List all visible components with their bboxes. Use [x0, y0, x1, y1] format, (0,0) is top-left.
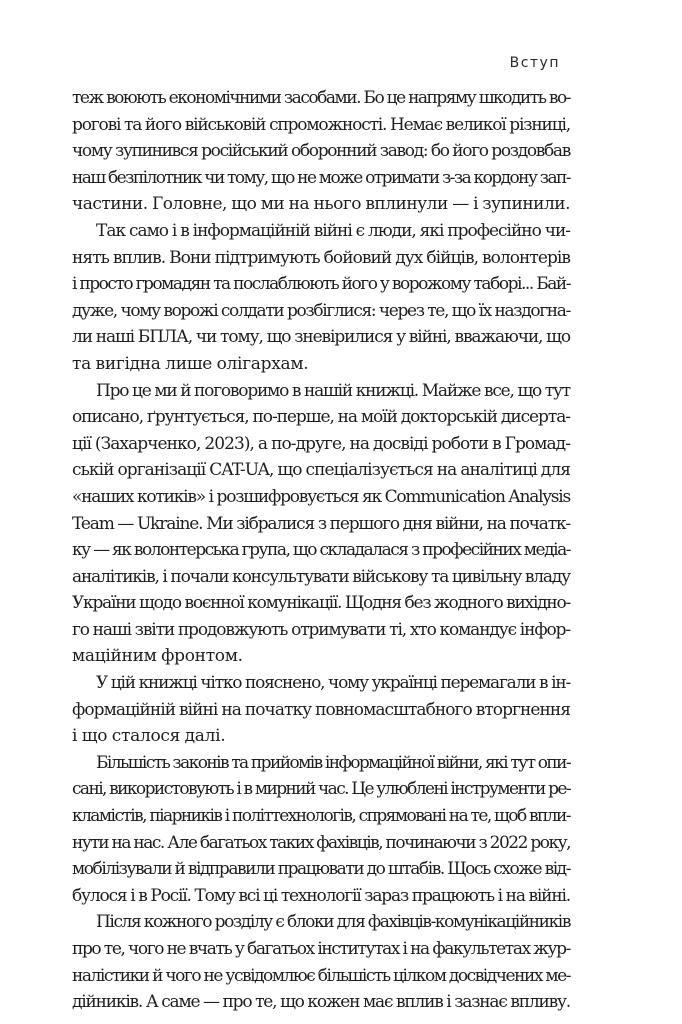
text-line: і просто громадян та послаблюють його у ворожому таборі... Бай-	[72, 274, 570, 295]
text-line: Так само і в інформаційній війні є люди, які професійно чи-	[96, 220, 570, 241]
text-line: маційним фронтом.	[72, 646, 243, 667]
text-line: про те, чого не вчать у багатьох інститутах і на факультетах жур-	[72, 939, 570, 959]
running-head: Вступ	[509, 55, 560, 71]
text-line: теж воюють економічними засобами. Бо це напряму шкодить во-	[72, 88, 570, 108]
text-line: ції (Захарченко, 2023), а по-друге, на досвіді роботи в Громад-	[72, 433, 570, 454]
paragraph	[72, 218, 570, 378]
text-line: «наших котиків» і розшифровується як Communication Analysis	[72, 486, 570, 507]
text-line: та вигідна лише олігархам.	[72, 353, 309, 374]
text-line: Про це ми й поговоримо в нашій книжці. Майже все, що тут	[96, 380, 570, 401]
text-line: сані, використовують і в мирний час. Це улюблені інструменти ре-	[72, 779, 570, 800]
text-line: Більшість законів та прийомів інформаційної війни, які тут опи-	[96, 752, 570, 773]
text-line: Team — Ukraine. Ми зібралися з першого дня війни, на початк-	[72, 513, 570, 534]
text-line: наш безпілотник чи тому, що не може отримати з-за кордону зап-	[72, 167, 570, 188]
text-line: У цій книжці чітко пояснено, чому українці перемагали в ін-	[96, 673, 570, 694]
text-line: нять вплив. Вони підтримують бойовий дух бійців, волонтерів	[72, 247, 570, 268]
text-line: го наші звіти продовжують отримувати ті, хто командує інфор-	[72, 619, 570, 640]
text-line: налістики й чого не усвідомлює більшість цілком досвідчених ме-	[72, 965, 570, 986]
text-line: булося і в Росії. Тому всі ці технології зараз працюють і на війні.	[72, 885, 570, 906]
text-line: кламістів, піарників і політтехнологів, спрямовані на те, щоб впли-	[72, 806, 570, 827]
paragraph	[72, 750, 570, 910]
text-line: мобілізували й відправили працювати до штабів. Щось схоже від-	[72, 859, 570, 880]
text-line: ку — як волонтерська група, що складалася з професійних медіа-	[72, 540, 570, 561]
text-line: аналітиків, і почали консультувати військову та цивільну владу	[72, 566, 570, 587]
paragraph	[72, 909, 570, 1015]
text-line: ській організації CAT-UA, що спеціалізується на аналітиці для	[72, 460, 570, 481]
text-line: Після кожного розділу є блоки для фахівців-комунікаційників	[96, 912, 570, 933]
text-line: формаційній війні на початку повномасштабного вторгнення	[72, 699, 570, 720]
text-line: ли наші БПЛА, чи тому, що зневірилися у війні, вважаючи, що	[72, 327, 570, 348]
text-line: України щодо воєнної комунікації. Щодня без жодного вихідно-	[72, 593, 570, 614]
text-line: чому зупинився російський оборонний завод: бо його роздовбав	[72, 141, 570, 162]
paragraph	[72, 670, 570, 750]
paragraph	[72, 85, 570, 218]
text-line: частини. Головне, що ми на нього вплинули — і зупинили.	[72, 194, 570, 215]
text-line: і що сталося далі.	[72, 726, 226, 747]
paragraph	[72, 378, 570, 671]
text-line: дійників. А саме — про те, що кожен має вплив і зазнає впливу.	[72, 992, 570, 1013]
text-line: описано, ґрунтується, по-перше, на моїй докторській дисерта-	[72, 407, 570, 428]
text-line: дуже, чому ворожі солдати розбіглися: через те, що їх наздогна-	[72, 300, 570, 321]
body-text	[72, 85, 570, 1016]
text-line: рогові та його військовій спроможності. Немає великої різниці,	[72, 114, 570, 135]
text-line: нути на нас. Але багатьох таких фахівців, починаючи з 2022 року,	[72, 832, 570, 853]
